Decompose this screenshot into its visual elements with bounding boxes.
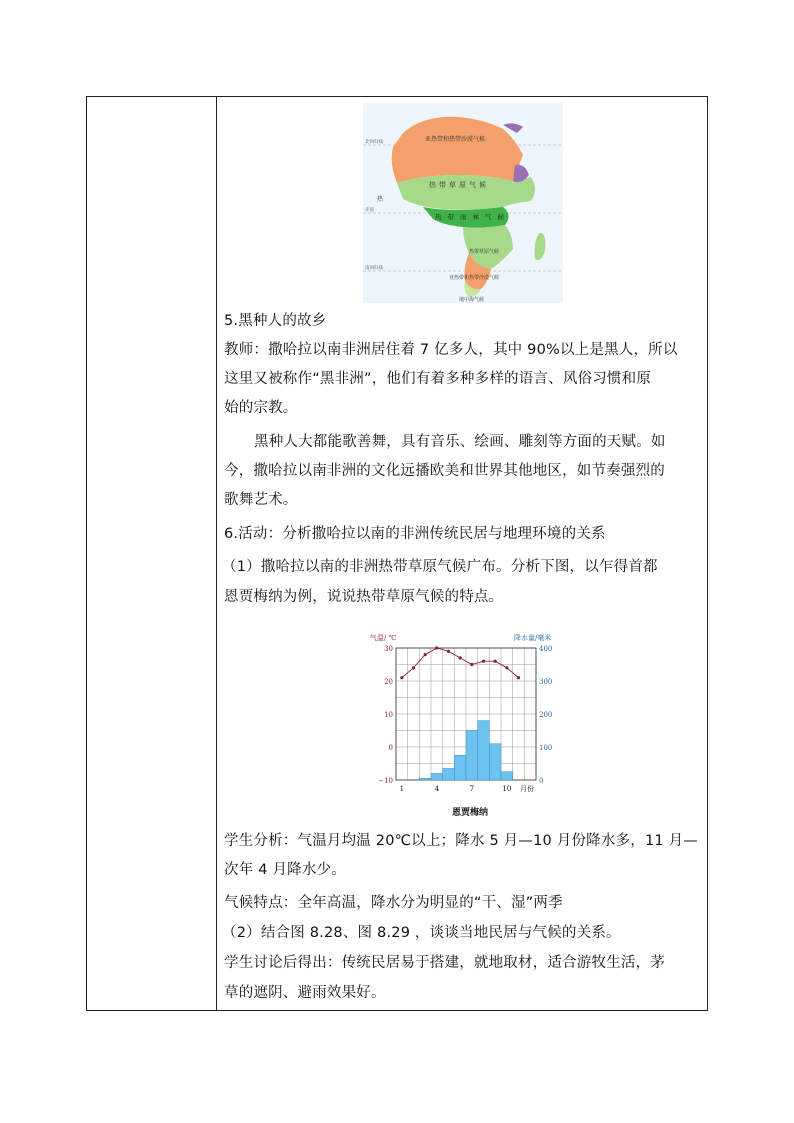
question1-line1: （1）撒哈拉以南的非洲热带草原气候广布。分析下图，以乍得首都 xyxy=(222,559,658,575)
section6-title: 6.活动：分析撒哈拉以南的非洲传统民居与地理环境的关系 xyxy=(224,526,606,542)
precipitation-bar xyxy=(489,744,501,780)
question1-line2: 恩贾梅纳为例，说说热带草原气候的特点。 xyxy=(224,589,504,605)
precipitation-bar xyxy=(501,772,513,780)
map-label-tropic-s: 南回归线 xyxy=(365,266,383,271)
temperature-point xyxy=(505,666,508,669)
temperature-tick-label: 0 xyxy=(388,744,393,752)
month-tick-label: 7 xyxy=(469,785,475,793)
analysis-line2: 次年 4 月降水少。 xyxy=(224,862,346,878)
precipitation-bar xyxy=(419,778,431,780)
temperature-point xyxy=(435,646,438,649)
precipitation-bar xyxy=(431,773,443,780)
month-tick-label: 4 xyxy=(434,785,440,793)
temperature-point xyxy=(424,653,427,656)
temperature-point xyxy=(447,650,450,653)
chart-title: 恩贾梅纳 xyxy=(451,808,489,818)
precipitation-tick-label: 100 xyxy=(539,744,553,752)
temperature-tick-label: 20 xyxy=(384,678,393,686)
paragraph2-line3: 歌舞艺术。 xyxy=(224,492,298,508)
analysis-line1: 学生分析：气温月均温 20℃以上；降水 5 月—10 月份降水多，11 月— xyxy=(224,833,699,849)
lesson-table xyxy=(86,96,708,1011)
chart-ylabel-left: 气温/ ℃ xyxy=(370,634,397,642)
precipitation-tick-label: 300 xyxy=(539,678,553,686)
paragraph1-line2: 这里又被称作“黑非洲”，他们有着多种多样的语言、风俗习惯和原 xyxy=(224,371,652,387)
discussion-line1: 学生讨论后得出：传统民居易于搭建，就地取材，适合游牧生活，茅 xyxy=(224,955,665,971)
temperature-point xyxy=(459,656,462,659)
map-label-savanna: 热带草原气候 xyxy=(429,181,489,189)
temperature-point xyxy=(482,660,485,663)
africa-climate-map xyxy=(363,103,563,303)
table-left-column xyxy=(87,97,217,1010)
map-label-tropic-n: 北回归线 xyxy=(365,140,383,145)
temperature-point xyxy=(400,676,403,679)
temperature-point xyxy=(470,663,473,666)
temperature-tick-label: 30 xyxy=(384,645,393,653)
paragraph2-line2: 今，撒哈拉以南非洲的文化远播欧美和世界其他地区，如节奏强烈的 xyxy=(224,463,665,479)
precipitation-bar xyxy=(466,731,478,781)
temperature-point xyxy=(412,666,415,669)
question2: （2）结合图 8.28、图 8.29 ，谈谈当地民居与气候的关系。 xyxy=(222,925,621,941)
paragraph1-line3: 始的宗教。 xyxy=(224,400,298,416)
temperature-point xyxy=(517,676,520,679)
precipitation-tick-label: 400 xyxy=(539,645,553,653)
paragraph2-line1: 黑种人大都能歌善舞，具有音乐、绘画、雕刻等方面的天赋。如 xyxy=(254,434,666,450)
month-tick-label: 1 xyxy=(399,785,405,793)
map-label-rainforest: 热带雨林气候 xyxy=(435,213,510,221)
temperature-point xyxy=(494,660,497,663)
map-label-south-savanna: 热带草原气候 xyxy=(469,249,500,255)
paragraph1-line1: 教师：撒哈拉以南非洲居住着 7 亿多人，其中 90%以上是黑人，所以 xyxy=(224,342,678,358)
map-label-equator: 赤道 xyxy=(365,208,374,213)
temperature-line xyxy=(400,646,520,679)
map-label-north-desert: 亚热带和热带沙漠气候 xyxy=(425,136,486,143)
climate-feature: 气候特点：全年高温，降水分为明显的“干、湿”两季 xyxy=(224,895,563,911)
map-label-mediterranean: 地中海气候 xyxy=(459,297,485,303)
month-axis-unit: 月份 xyxy=(520,785,534,793)
precipitation-tick-label: 200 xyxy=(539,711,553,719)
climate-chart xyxy=(368,630,568,820)
discussion-line2: 草的遮阴、避雨效果好。 xyxy=(224,985,386,1001)
map-label-south-desert: 亚热带和热带沙漠气候 xyxy=(449,275,500,281)
chart-ylabel-right: 降水量/毫米 xyxy=(514,634,552,642)
precipitation-bar xyxy=(478,721,490,780)
precipitation-bar xyxy=(454,755,466,780)
month-tick-label: 10 xyxy=(502,785,512,793)
precipitation-tick-label: 0 xyxy=(539,777,544,785)
precipitation-bar xyxy=(443,768,455,780)
section5-title: 5.黑种人的故乡 xyxy=(224,313,327,329)
map-label-left-mid: 热 xyxy=(377,196,384,203)
temperature-tick-label: −10 xyxy=(378,777,393,785)
table-content-column xyxy=(218,97,708,1010)
temperature-tick-label: 10 xyxy=(384,711,393,719)
